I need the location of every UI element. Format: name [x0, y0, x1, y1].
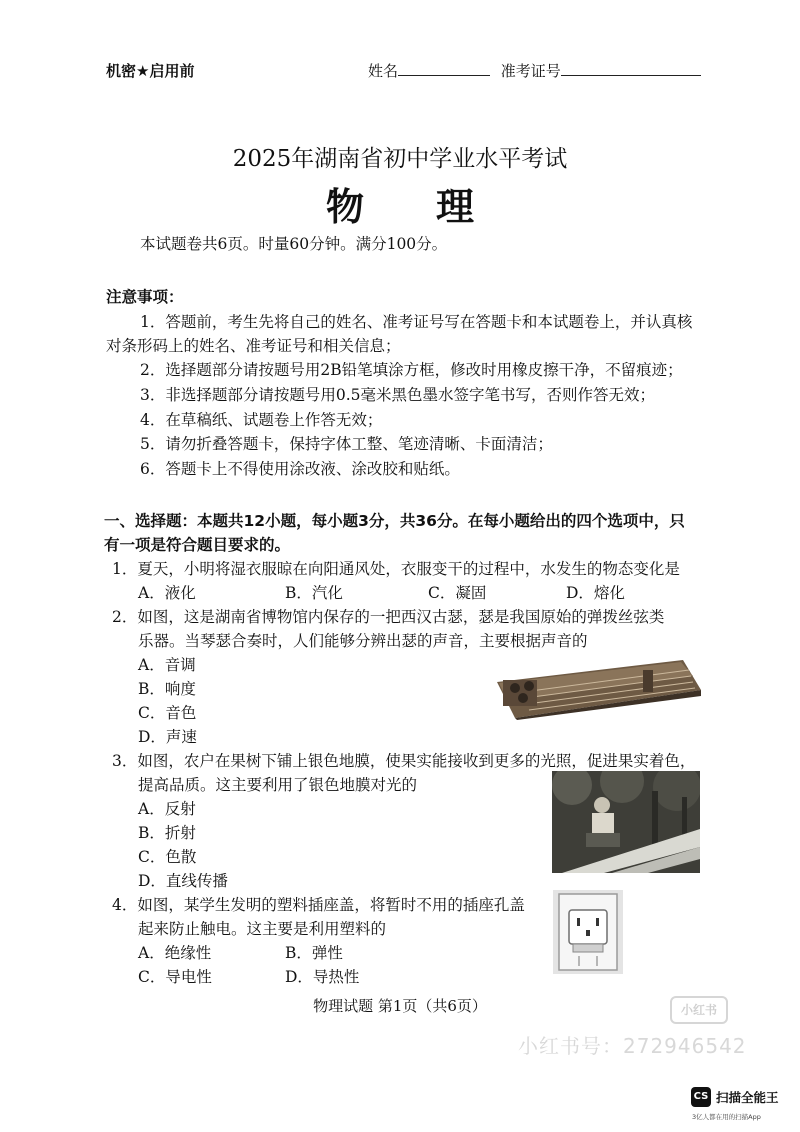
page-footer: 物理试题 第1页（共6页） [313, 997, 487, 1015]
question-3-option-c: C．色散 [138, 848, 197, 866]
question-2-option-c: C．音色 [138, 704, 197, 722]
camscanner-logo-icon: CS [691, 1087, 711, 1107]
question-1-option-a: A．液化 [138, 584, 196, 602]
question-2-stem-cont: 乐器。当琴瑟合奏时，人们能够分辨出瑟的声音，主要根据声音的 [138, 632, 588, 650]
candidate-info-line [368, 60, 701, 81]
note-item: 4．在草稿纸、试题卷上作答无效； [140, 411, 383, 429]
question-4-stem-cont: 起来防止触电。这主要是利用塑料的 [138, 920, 387, 938]
question-1-option-c: C．凝固 [428, 584, 487, 602]
orchard-reflective-film-photo [552, 771, 700, 873]
question-4-option-b: B．弹性 [285, 944, 343, 962]
subject-title: 物理 [325, 184, 546, 229]
question-3-stem-cont: 提高品质。这主要利用了银色地膜对光的 [138, 776, 418, 794]
question-1-option-d: D．熔化 [566, 584, 625, 602]
question-3-option-b: B．折射 [138, 824, 196, 842]
note-item: 5．请勿折叠答题卡，保持字体工整、笔迹清晰、卡面清洁； [140, 435, 553, 453]
intro-text: 本试题卷共6页。时量60分钟。满分100分。 [140, 235, 448, 253]
question-4-option-d: D．导热性 [285, 968, 360, 986]
note-item: 对条形码上的姓名、准考证号和相关信息； [106, 337, 401, 355]
name-label: 姓名 [368, 62, 399, 80]
watermark-badge: 小红书 [670, 996, 728, 1024]
note-item: 3．非选择题部分请按题号用0.5毫米黑色墨水签字笔书写，否则作答无效； [140, 386, 656, 404]
question-3-stem: 3．如图，农户在果树下铺上银色地膜，使果实能接收到更多的光照，促进果实着色， [112, 752, 696, 770]
id-blank [561, 61, 701, 76]
section-heading-line1: 一、选择题：本题共12小题，每小题3分，共36分。在每小题给出的四个选项中，只 [104, 512, 685, 530]
question-2-option-a: A．音调 [138, 656, 196, 674]
question-3-option-d: D．直线传播 [138, 872, 228, 890]
notes-heading: 注意事项： [106, 288, 184, 306]
id-label: 准考证号 [500, 62, 561, 80]
question-4-option-c: C．导电性 [138, 968, 212, 986]
guqin-instrument-photo [493, 652, 703, 720]
exam-title: 2025年湖南省初中学业水平考试 [232, 146, 568, 172]
confidential-label: 机密★启用前 [106, 62, 195, 80]
question-3-option-a: A．反射 [138, 800, 196, 818]
note-item: 6．答题卡上不得使用涂改液、涂改胶和贴纸。 [140, 460, 460, 478]
question-2-stem: 2．如图，这是湖南省博物馆内保存的一把西汉古瑟，瑟是我国原始的弹拨丝弦类 [112, 608, 665, 626]
question-2-option-d: D．声速 [138, 728, 197, 746]
note-item: 1．答题前，考生先将自己的姓名、准考证号写在答题卡和本试题卷上，并认真核 [140, 313, 693, 331]
camscanner-name: 扫描全能王 [716, 1090, 779, 1105]
socket-cover-photo [553, 890, 623, 974]
question-2-option-b: B．响度 [138, 680, 196, 698]
question-4-stem: 4．如图，某学生发明的塑料插座盖，将暂时不用的插座孔盖 [112, 896, 525, 914]
section-heading-line2: 有一项是符合题目要求的。 [104, 536, 291, 554]
question-1-option-b: B．汽化 [285, 584, 343, 602]
question-4-option-a: A．绝缘性 [138, 944, 212, 962]
note-item: 2．选择题部分请按题号用2B铅笔填涂方框，修改时用橡皮擦干净，不留痕迹； [140, 361, 683, 379]
camscanner-tagline: 3亿人都在用的扫描App [692, 1113, 761, 1121]
name-blank [398, 61, 490, 76]
question-1-stem: 1．夏天，小明将湿衣服晾在向阳通风处，衣服变干的过程中，水发生的物态变化是 [112, 560, 680, 578]
watermark-text: 小红书号：272946542 [518, 1034, 747, 1058]
